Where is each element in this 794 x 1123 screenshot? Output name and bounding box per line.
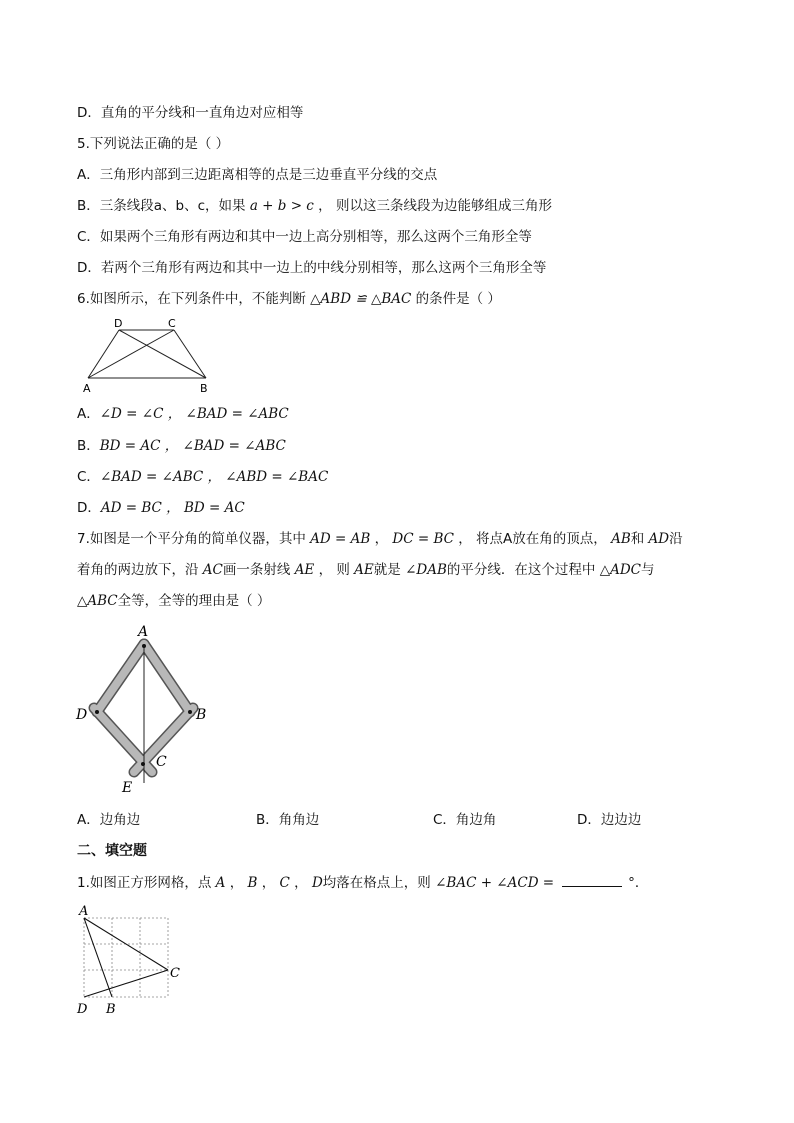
section-title-fill-in: 二、填空题: [77, 843, 147, 859]
q7-option-a: A．边角边: [77, 812, 141, 828]
label-c: C: [168, 317, 176, 330]
fill1-figure: [74, 902, 186, 1022]
q6-option-d: D．AD = BC ， BD = AC: [77, 500, 245, 516]
q7-stem-line1: 7.如图是一个平分角的简单仪器，其中 AD = AB ， DC = BC ， 将点A放在角的顶点， AB和 AD沿: [77, 531, 683, 547]
segment-ad: [88, 330, 119, 378]
segment-ac: [88, 330, 174, 378]
q6-figure: [78, 316, 218, 398]
label-b: B: [196, 707, 207, 723]
label-b: B: [200, 382, 208, 395]
fill1-stem: 1.如图正方形网格，点 A ， B ， C ， D均落在格点上，则 ∠BAC + ∠ACD = °．: [77, 875, 649, 891]
segment-db: [119, 330, 206, 378]
q7-stem-line3: △ABC全等，全等的理由是（ ）: [77, 593, 271, 609]
label-a: A: [83, 382, 91, 395]
label-b: B: [106, 1002, 116, 1017]
q7-option-d: D．边边边: [577, 812, 642, 828]
label-a: A: [79, 904, 89, 919]
q7-option-c: C．角边角: [433, 812, 497, 828]
q5-option-c: C．如果两个三角形有两边和其中一边上高分别相等，那么这两个三角形全等: [77, 229, 532, 245]
q7-figure: [72, 620, 222, 798]
segment-dc: [84, 970, 168, 997]
q7-stem-line2: 着角的两边放下，沿 AC画一条射线 AE ， 则 AE就是 ∠DAB的平分线．在这个过程中 △ADC与: [77, 562, 655, 578]
q5-option-d: D．若两个三角形有两边和其中一边上的中线分别相等，那么这两个三角形全等: [77, 260, 547, 276]
q6-option-a: A．∠D = ∠C ， ∠BAD = ∠ABC: [77, 406, 289, 422]
q7-option-b: B．角角边: [256, 812, 320, 828]
q6-option-b: B．BD = AC ， ∠BAD = ∠ABC: [77, 438, 286, 454]
segment-ab: [84, 918, 112, 997]
label-c: C: [156, 754, 167, 770]
label-d: D: [114, 317, 123, 330]
label-d: D: [77, 1002, 88, 1017]
q5-option-a: A．三角形内部到三边距离相等的点是三边垂直平分线的交点: [77, 167, 438, 183]
answer-blank[interactable]: [562, 873, 622, 887]
q6-option-c: C．∠BAD = ∠ABC ， ∠ABD = ∠BAC: [77, 469, 329, 485]
label-d: D: [76, 707, 88, 723]
q4-option-d: D．直角的平分线和一直角边对应相等: [77, 105, 304, 121]
label-e: E: [122, 780, 133, 796]
label-a: A: [138, 624, 149, 640]
grid: [84, 918, 168, 997]
q5-option-b: B．三条线段a、b、c，如果 a + b > c ， 则以这三条线段为边能够组成三角形: [77, 198, 552, 214]
q5-stem: 5.下列说法正确的是（ ）: [77, 136, 230, 152]
q6-stem: 6.如图所示，在下列条件中，不能判断 △ABD ≌ △BAC 的条件是（ ）: [77, 291, 501, 307]
segment-cb: [174, 330, 206, 378]
label-c: C: [170, 966, 180, 981]
